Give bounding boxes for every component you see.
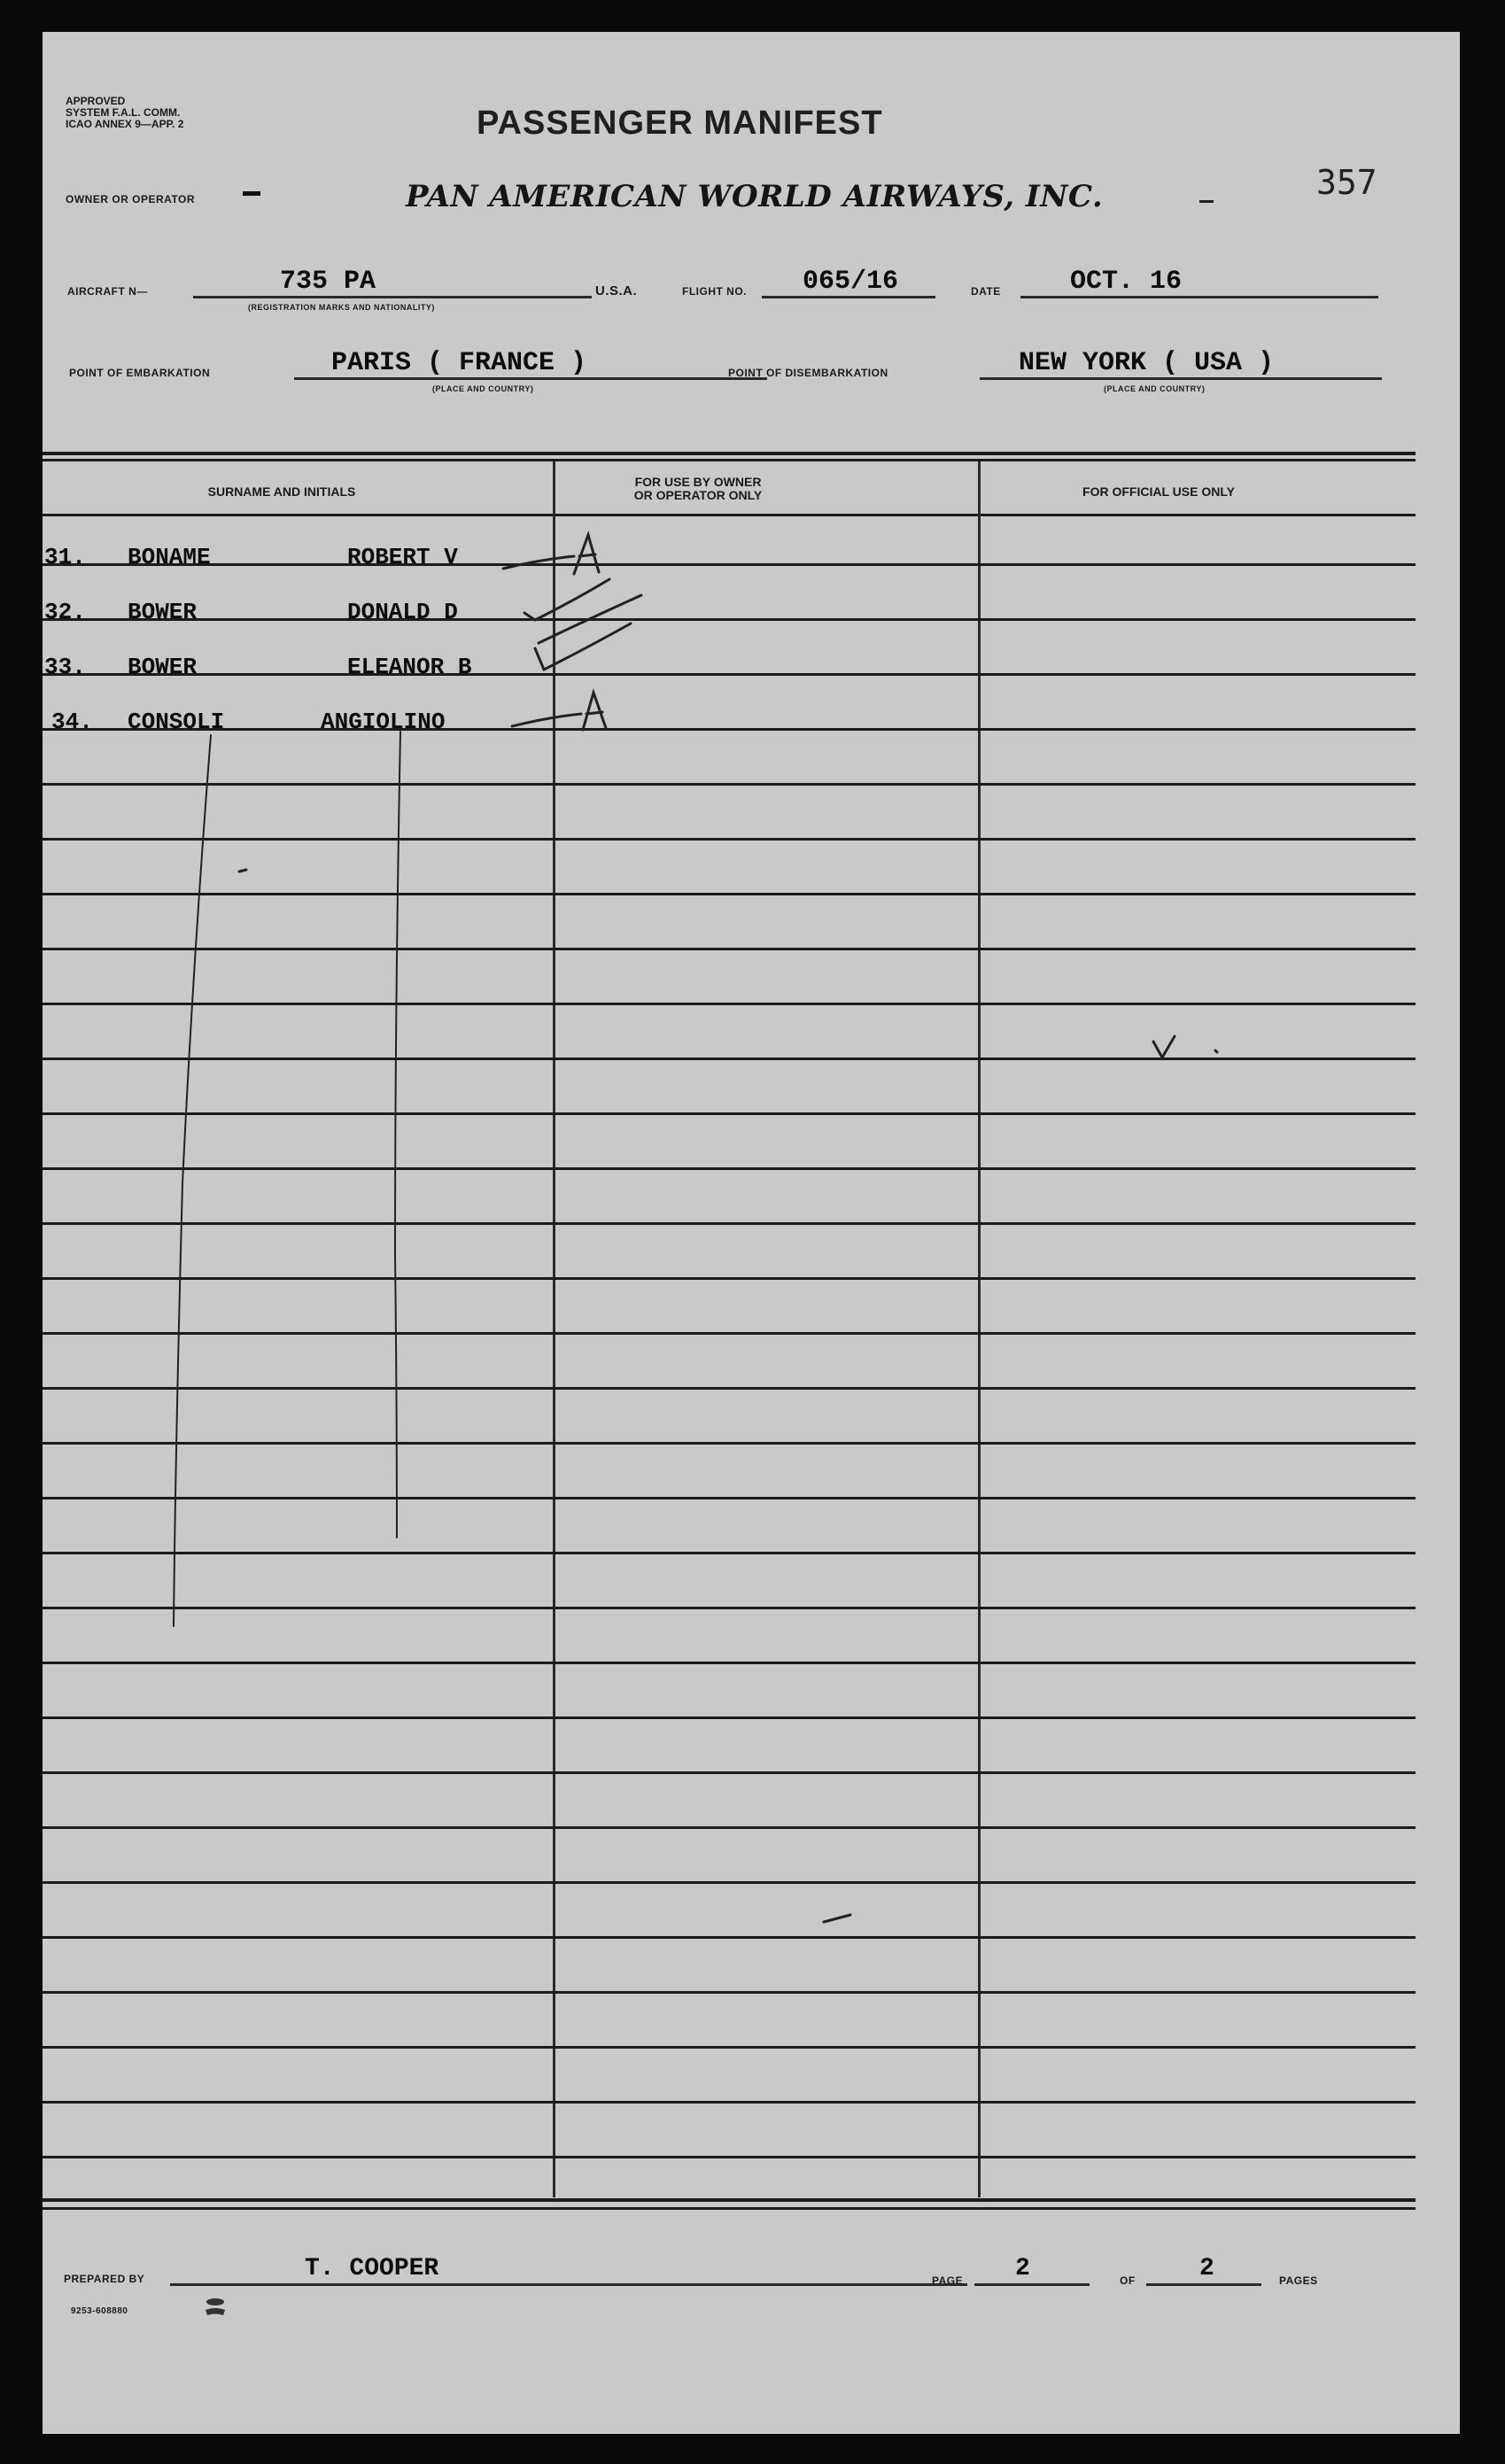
form-title: PASSENGER MANIFEST [477, 105, 883, 142]
check-mark-row-31 [503, 535, 599, 574]
approval-note: APPROVED SYSTEM F.A.L. COMM. ICAO ANNEX 9—APP. 2 [66, 95, 184, 130]
passenger-number: 33. [44, 654, 86, 680]
passenger-surname: CONSOLI [128, 709, 225, 735]
flight-label: FLIGHT NO. [682, 285, 747, 298]
handwritten-marks [43, 32, 1460, 2434]
operator-name: PAN AMERICAN WORLD AIRWAYS, INC. [406, 179, 1104, 214]
total-pages: 2 [1199, 2255, 1214, 2282]
page-underline [974, 2283, 1090, 2286]
pencil-line-given [395, 732, 400, 1538]
disembarkation-label: POINT OF DISEMBARKATION [728, 367, 888, 379]
pencil-dash-lower [824, 1915, 850, 1922]
prepared-label: PREPARED BY [64, 2273, 145, 2285]
passenger-number: 34. [51, 709, 93, 735]
passenger-surname: BONAME [128, 544, 211, 570]
flight-date: OCT. 16 [1070, 267, 1183, 297]
passenger-given-name: ANGIOLINO [321, 709, 446, 735]
page-label: PAGE [932, 2274, 964, 2287]
check-mark-row-34 [512, 693, 606, 730]
country-label: U.S.A. [595, 283, 638, 298]
check-mark-row-33 [535, 624, 631, 670]
disembarkation-caption: (PLACE AND COUNTRY) [1104, 384, 1206, 393]
of-label: OF [1120, 2274, 1136, 2287]
embarkation-caption: (PLACE AND COUNTRY) [432, 384, 534, 393]
passenger-given-name: ROBERT V [347, 544, 458, 570]
page-number: 2 [1015, 2255, 1030, 2282]
owner-label: OWNER OR OPERATOR [66, 193, 196, 205]
check-mark-row-32b [539, 595, 641, 643]
aircraft-registration: 735 PA [280, 267, 376, 297]
pencil-dash [239, 870, 246, 872]
of-underline [1146, 2283, 1261, 2286]
column-header-owner: FOR USE BY OWNER OR OPERATOR ONLY [633, 475, 763, 502]
passenger-given-name: ELEANOR B [347, 654, 472, 680]
prepared-by: T. COOPER [305, 2255, 439, 2282]
registration-caption: (REGISTRATION MARKS AND NATIONALITY) [248, 303, 435, 312]
flight-number: 065/16 [803, 267, 899, 297]
union-label-icon [200, 2296, 230, 2319]
disembarkation-point: NEW YORK ( USA ) [1019, 348, 1275, 378]
embarkation-point: PARIS ( FRANCE ) [331, 348, 587, 378]
prepared-underline [170, 2283, 967, 2286]
aircraft-label: AIRCRAFT N— [67, 285, 148, 298]
check-mark-row-32 [524, 579, 609, 620]
form-code: 9253-608880 [71, 2306, 128, 2316]
pencil-tick-official [1153, 1036, 1217, 1058]
embarkation-label: POINT OF EMBARKATION [69, 367, 211, 379]
column-header-names: SURNAME AND INITIALS [207, 484, 356, 499]
passenger-surname: BOWER [128, 654, 198, 680]
manifest-sheet [43, 32, 1460, 2434]
passenger-number: 32. [44, 599, 86, 625]
pages-label: PAGES [1279, 2274, 1318, 2287]
passenger-number: 31. [44, 544, 86, 570]
sheet-number: 357 [1316, 163, 1377, 202]
passenger-given-name: DONALD D [347, 599, 458, 625]
pencil-line-surname [174, 735, 211, 1626]
passenger-surname: BOWER [128, 599, 198, 625]
date-label: DATE [971, 285, 1001, 298]
column-header-official: FOR OFFICIAL USE ONLY [1082, 484, 1235, 499]
